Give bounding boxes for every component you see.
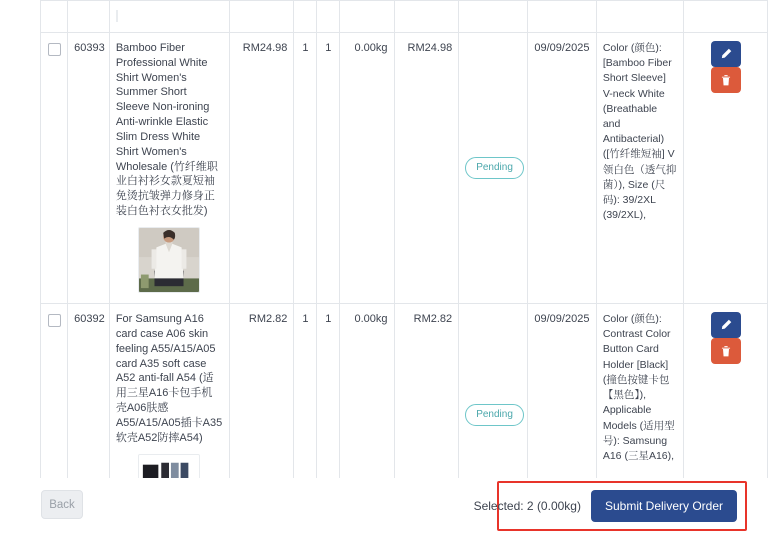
row-weight: 0.00kg <box>340 303 394 526</box>
product-description: Bamboo Fiber Professional White Shirt Women's Summer Short Sleeve Non-ironing Anti-wrinkle Elastic Slim Dress White Shirt Women's Wholesale (竹纤维职业白衬衫女款夏短袖免烫抗皱弹力修身正装白色衬衣女批发) <box>115 41 218 218</box>
row-select-checkbox[interactable] <box>48 43 61 56</box>
row-price-cell-partial <box>229 1 294 33</box>
table-row-partial <box>41 1 768 33</box>
row-description-cell-partial <box>109 1 229 33</box>
delete-button[interactable] <box>711 67 741 93</box>
row-weight: 0.00kg <box>340 32 394 303</box>
product-description: For Samsung A16 card case A06 skin feeling A55/A15/A05 card A35 soft case A52 anti-fall A54 (适用三星A16卡包手机壳A06肤感A55/A15/A05插卡A35软壳A52防摔A54) <box>115 312 223 444</box>
status-badge: Pending <box>465 157 524 179</box>
submit-delivery-order-button[interactable]: Submit Delivery Order <box>591 490 737 522</box>
product-attributes: Color (颜色): Contrast Color Button Card Holder [Black] (撞色按键卡包【黑色】), Applicable Models (适用型号): Samsung A16 (三星A16), <box>602 312 675 462</box>
row-qty2-cell-partial <box>317 1 340 33</box>
row-select-checkbox[interactable] <box>48 314 61 327</box>
row-weight-cell-partial <box>340 1 394 33</box>
row-date: 09/09/2025 <box>528 303 597 526</box>
pencil-icon <box>719 318 732 331</box>
row-qty-cell-partial <box>294 1 317 33</box>
footer-bar <box>0 478 768 560</box>
row-qty: 1 <box>294 303 317 526</box>
row-actions-cell <box>684 32 768 303</box>
row-id-cell-partial <box>68 1 110 33</box>
row-qty2: 1 <box>317 32 340 303</box>
row-date: 09/09/2025 <box>528 32 597 303</box>
edit-button[interactable] <box>711 41 741 67</box>
row-total-cell-partial <box>394 1 459 33</box>
row-total: RM24.98 <box>394 32 459 303</box>
product-thumbnail[interactable] <box>138 227 200 293</box>
row-status-cell-partial <box>459 1 528 33</box>
row-checkbox-cell <box>41 32 68 303</box>
row-id: 60392 <box>68 303 110 526</box>
trash-icon <box>719 344 732 357</box>
row-id: 60393 <box>68 32 110 303</box>
row-attributes-cell-partial <box>596 1 684 33</box>
row-actions-cell-partial <box>684 1 768 33</box>
row-description-cell <box>109 32 229 303</box>
row-checkbox-cell-partial <box>41 1 68 33</box>
row-price: RM24.98 <box>229 32 294 303</box>
selected-summary: Selected: 2 (0.00kg) <box>473 499 581 513</box>
row-attributes-cell <box>596 32 684 303</box>
product-thumbnail-partial <box>116 10 118 22</box>
edit-button[interactable] <box>711 312 741 338</box>
delete-button[interactable] <box>711 338 741 364</box>
row-price: RM2.82 <box>229 303 294 526</box>
row-date-cell-partial <box>528 1 597 33</box>
product-attributes: Color (颜色): [Bamboo Fiber Short Sleeve] V-neck White (Breathable and Antibacterial) ([竹纤维短袖] V领白色（透气抑菌）), Size (尺码): 39/2XL (39/2XL), <box>602 41 677 222</box>
back-button[interactable]: Back <box>41 490 83 519</box>
trash-icon <box>719 73 732 86</box>
table-row <box>41 32 768 303</box>
submit-highlight-group <box>473 481 747 531</box>
row-qty: 1 <box>294 32 317 303</box>
status-badge: Pending <box>465 404 524 426</box>
row-status-cell <box>459 32 528 303</box>
order-items-table <box>40 0 768 527</box>
row-qty2: 1 <box>317 303 340 526</box>
pencil-icon <box>719 47 732 60</box>
row-total: RM2.82 <box>394 303 459 526</box>
